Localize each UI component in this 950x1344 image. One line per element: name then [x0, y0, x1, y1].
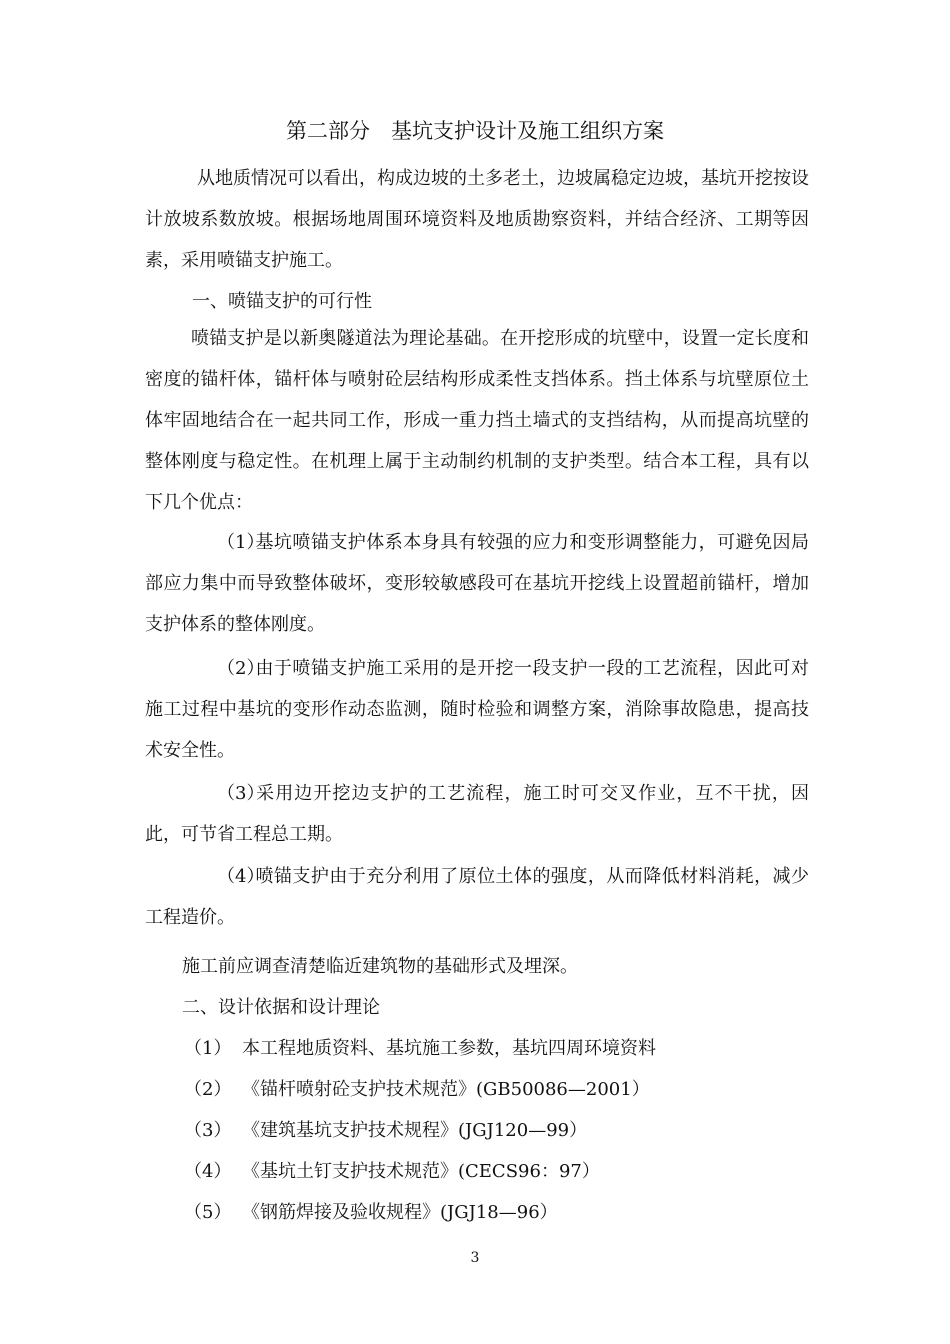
- reference-text: 《基坑土钉支护技术规范》(CECS96：97）: [242, 1161, 600, 1182]
- reference-item-5: [184, 1198, 558, 1224]
- reference-number: （3）: [184, 1120, 232, 1141]
- section2-heading: 二、设计依据和设计理论: [182, 997, 380, 1018]
- advantage-item-2: [145, 648, 809, 771]
- page-title: 第二部分 基坑支护设计及施工组织方案: [286, 119, 664, 143]
- advantage-number: （1）: [217, 532, 265, 553]
- advantage-number: （3）: [217, 783, 265, 804]
- advantage-text: 由于喷锚支护施工采用的是开挖一段支护一段的工艺流程，因此可对施工过程中基坑的变形作动态监测，随时检验和调整方案，消除事故隐患，提高技术安全性。: [145, 658, 809, 761]
- reference-text: 《钢筋焊接及验收规程》(JGJ18—96）: [242, 1202, 558, 1223]
- reference-item-4: [184, 1157, 600, 1183]
- advantage-text: 采用边开挖边支护的工艺流程，施工时可交叉作业，互不干扰，因此，可节省工程总工期。: [145, 783, 809, 845]
- reference-text: 《建筑基坑支护技术规程》(JGJ120—99）: [242, 1120, 588, 1141]
- advantage-number: （2）: [217, 658, 265, 679]
- advantage-item-4: [145, 856, 809, 938]
- reference-item-2: [184, 1075, 650, 1101]
- reference-number: （1）: [184, 1038, 232, 1059]
- advantage-number: （4）: [217, 866, 265, 887]
- section1-paragraph: 喷锚支护是以新奥隧道法为理论基础。在开挖形成的坑壁中，设置一定长度和密度的锚杆体，锚杆体与喷射砼层结构形成柔性支挡体系。挡土体系与坑壁原位土体牢固地结合在一起共同工作，形成一重力挡土墙式的支挡结构，从而提高坑壁的整体刚度与稳定性。在机理上属于主动制约机制的支护类型。结合本工程，具有以下几个优点：: [145, 328, 809, 513]
- reference-item-1: [184, 1034, 656, 1060]
- intro-paragraph: 从地质情况可以看出，构成边坡的土多老土，边坡属稳定边坡，基坑开挖按设计放坡系数放坡。根据场地周围环境资料及地质勘察资料，并结合经济、工期等因素，采用喷锚支护施工。: [145, 168, 809, 271]
- reference-text: 本工程地质资料、基坑施工参数，基坑四周环境资料: [242, 1038, 656, 1059]
- reference-number: （5）: [184, 1202, 232, 1223]
- page-number: 3: [470, 1250, 480, 1266]
- advantage-item-1: [145, 522, 809, 645]
- reference-item-3: [184, 1116, 587, 1142]
- advantage-item-3: [145, 773, 809, 855]
- construction-note: 施工前应调查清楚临近建筑物的基础形式及埋深。: [182, 956, 578, 977]
- advantage-text: 基坑喷锚支护体系本身具有较强的应力和变形调整能力，可避免因局部应力集中而导致整体破坏，变形较敏感段可在基坑开挖线上设置超前锚杆，增加支护体系的整体刚度。: [145, 532, 809, 635]
- reference-text: 《锚杆喷射砼支护技术规范》(GB50086—2001）: [242, 1079, 650, 1100]
- reference-number: （2）: [184, 1079, 232, 1100]
- reference-number: （4）: [184, 1161, 232, 1182]
- section1-heading: 一、喷锚支护的可行性: [192, 291, 372, 312]
- advantage-text: 喷锚支护由于充分利用了原位土体的强度，从而降低材料消耗，减少工程造价。: [145, 866, 809, 928]
